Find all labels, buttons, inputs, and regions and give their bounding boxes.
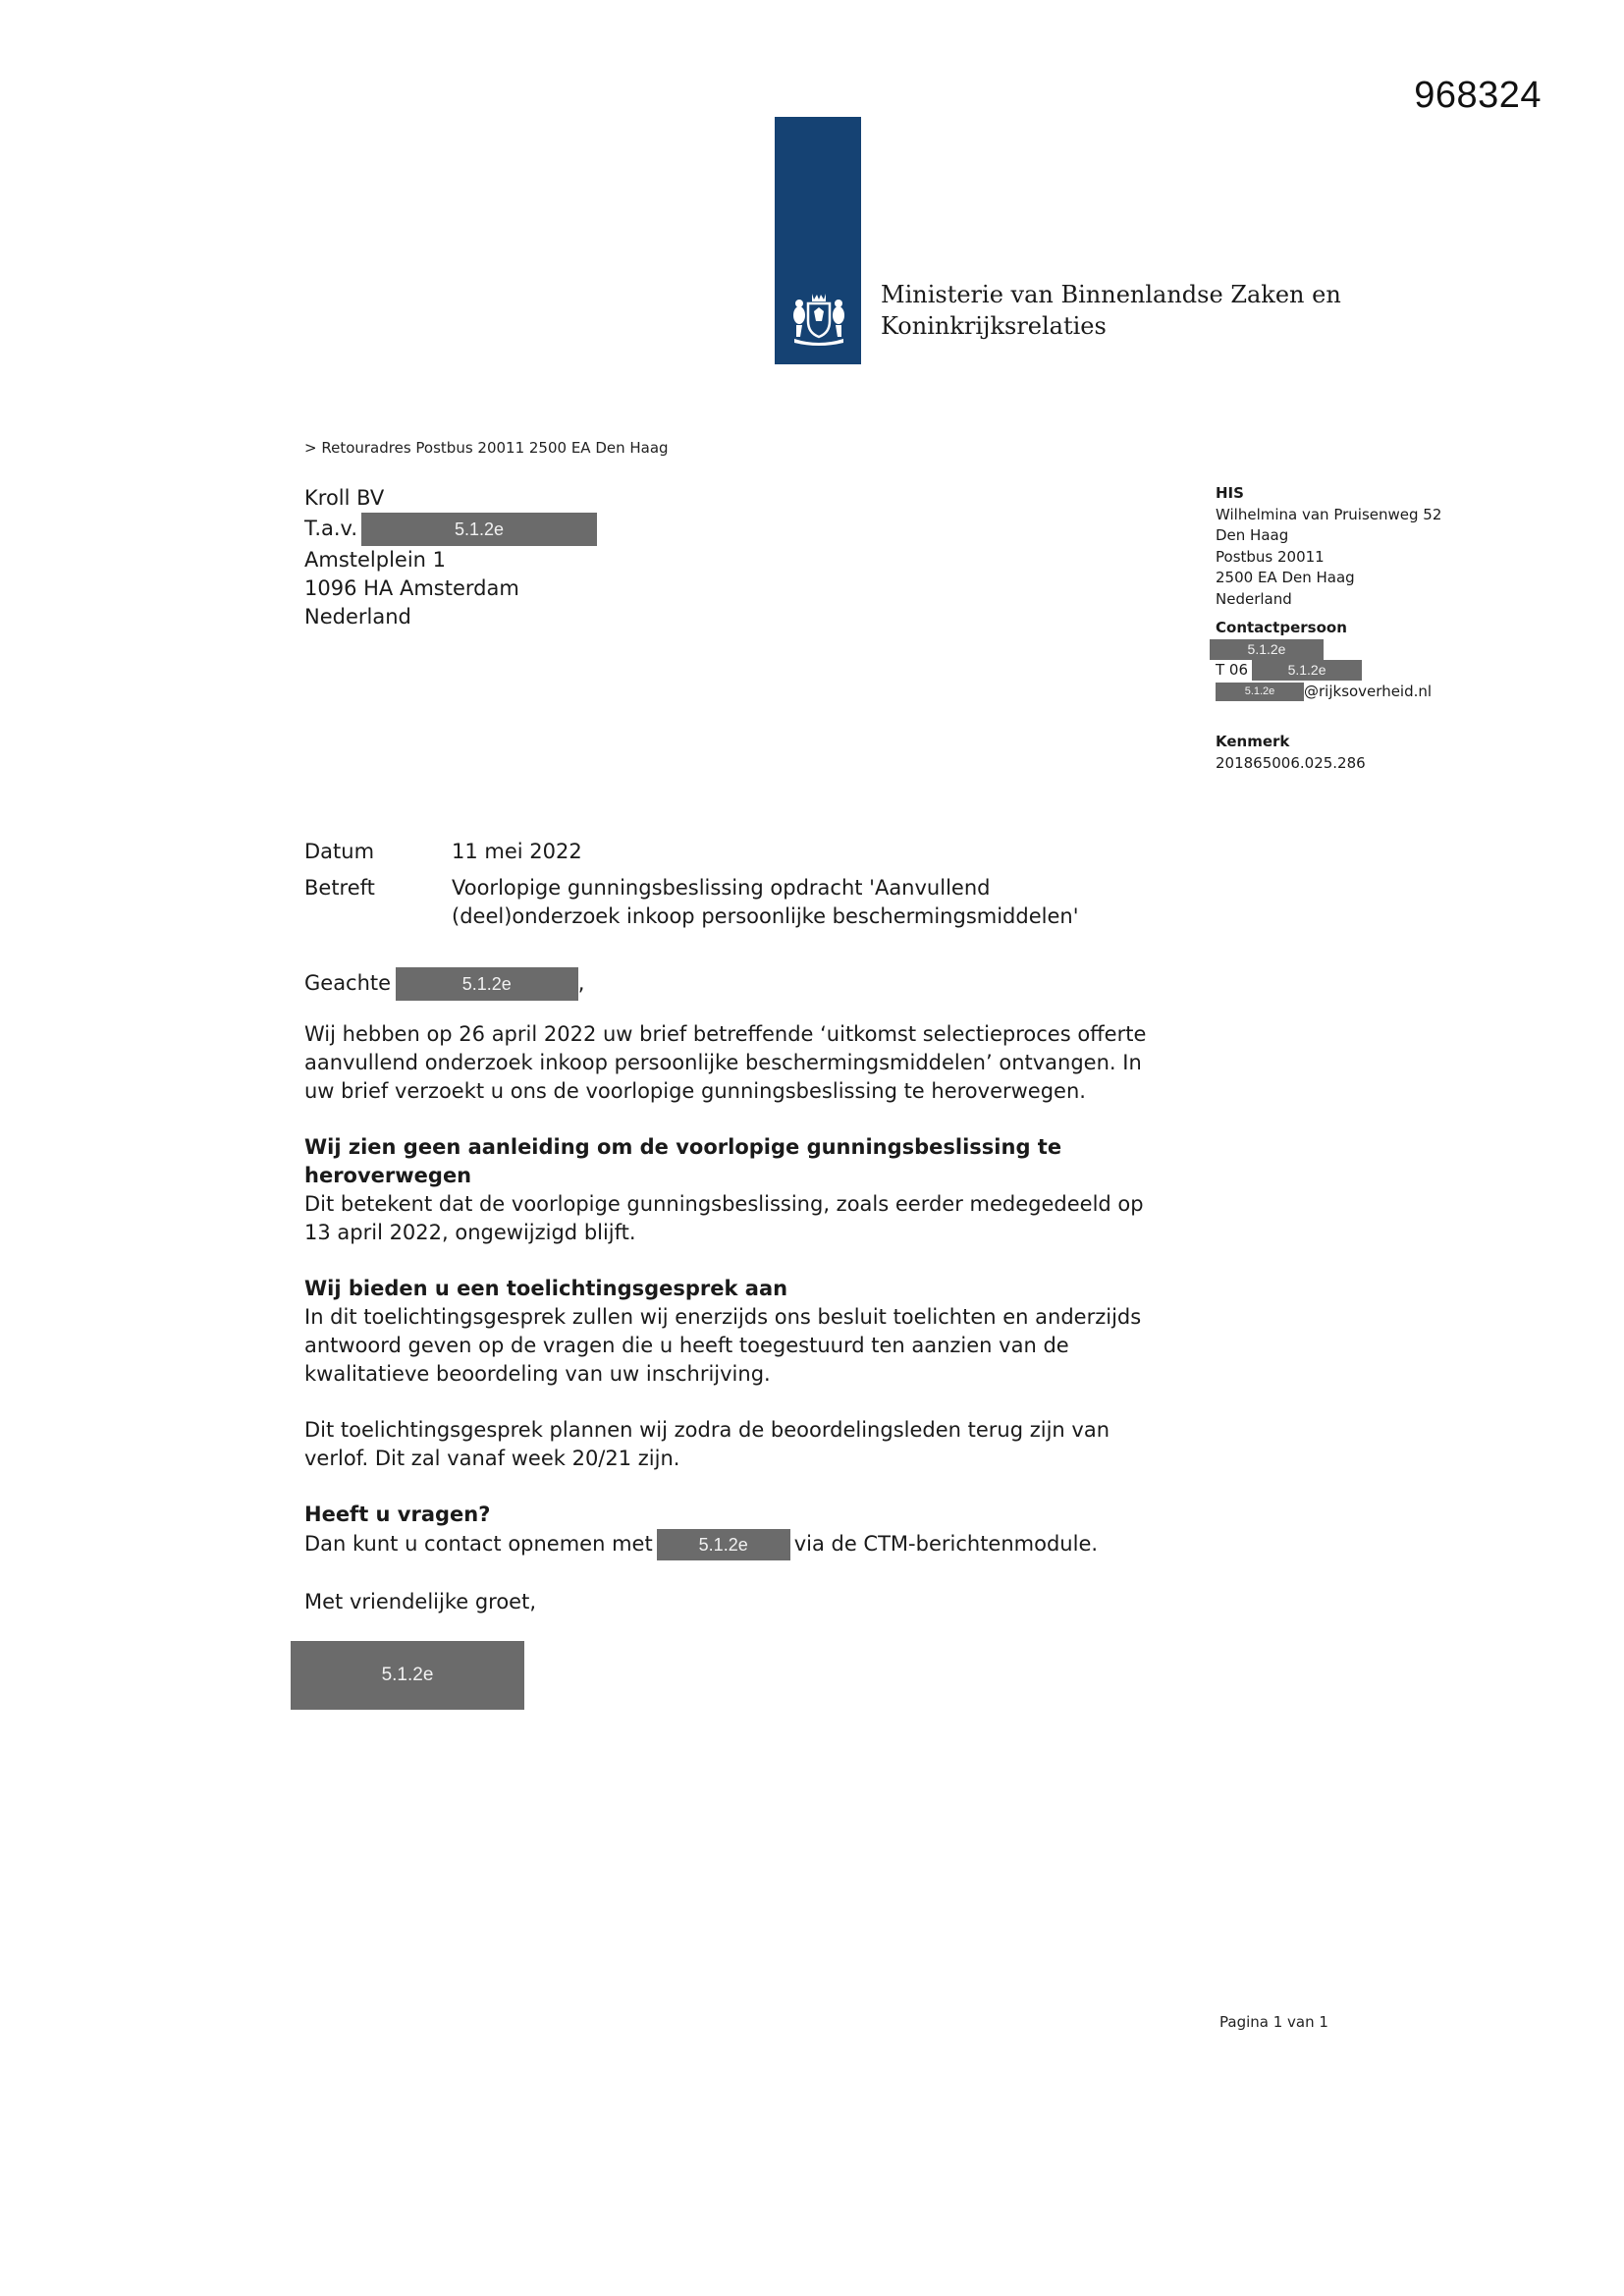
paragraph-5 bbox=[304, 1529, 1188, 1560]
recipient-attention bbox=[304, 513, 597, 546]
sender-org: HIS bbox=[1216, 484, 1244, 502]
redaction-box: 5.1.2e bbox=[1216, 683, 1304, 701]
page-number: Pagina 1 van 1 bbox=[1219, 2013, 1328, 2031]
contact-name bbox=[1216, 639, 1441, 661]
recipient-address bbox=[304, 484, 597, 631]
heading-1-line-2: heroverwegen bbox=[304, 1164, 472, 1187]
subject-label: Betreft bbox=[304, 876, 375, 900]
email-domain: @rijksoverheid.nl bbox=[1304, 682, 1433, 700]
redaction-box: 5.1.2e bbox=[1252, 660, 1362, 681]
government-logo-bar bbox=[775, 117, 861, 364]
letter-meta bbox=[304, 838, 1159, 939]
closing: Met vriendelijke groet, bbox=[304, 1590, 537, 1613]
redaction-box: 5.1.2e bbox=[657, 1529, 790, 1560]
phone-prefix: T 06 bbox=[1216, 661, 1249, 679]
redaction-box: 5.1.2e bbox=[396, 967, 578, 1001]
paragraph-2-line-1: Dit betekent dat de voorlopige gunningsbeslissing, zoals eerder medegedeeld op bbox=[304, 1192, 1144, 1216]
contact-email bbox=[1216, 682, 1441, 703]
paragraph-1-line-3: uw brief verzoekt u ons de voorlopige gunningsbeslissing te heroverwegen. bbox=[304, 1079, 1086, 1103]
sender-city: Den Haag bbox=[1216, 526, 1289, 544]
heading-1-line-1: Wij zien geen aanleiding om de voorlopige gunningsbeslissing te bbox=[304, 1135, 1062, 1159]
redaction-box: 5.1.2e bbox=[361, 513, 597, 546]
document-id: 968324 bbox=[1414, 75, 1542, 116]
return-address: > Retouradres Postbus 20011 2500 EA Den Haag bbox=[304, 439, 669, 457]
paragraph-3-line-1: In dit toelichtingsgesprek zullen wij enerzijds ons besluit toelichten en anderzijds bbox=[304, 1305, 1142, 1329]
ministry-name-line-1: Ministerie van Binnenlandse Zaken en bbox=[881, 281, 1341, 308]
recipient-country: Nederland bbox=[304, 605, 411, 629]
subject-line-1: Voorlopige gunningsbeslissing opdracht 'Aanvullend bbox=[452, 876, 991, 900]
sender-postbus: Postbus 20011 bbox=[1216, 547, 1325, 566]
contact-phone bbox=[1216, 660, 1441, 682]
paragraph-1-line-1: Wij hebben op 26 april 2022 uw brief betreffende ‘uitkomst selectieproces offerte bbox=[304, 1022, 1147, 1046]
attention-label: T.a.v. bbox=[304, 517, 358, 540]
ministry-name bbox=[881, 279, 1341, 342]
salutation-comma: , bbox=[577, 971, 585, 995]
paragraph-3-line-2: antwoord geven op de vragen die u heeft toegestuurd ten aanzien van de bbox=[304, 1334, 1069, 1357]
paragraph-2-line-2: 13 april 2022, ongewijzigd blijft. bbox=[304, 1221, 636, 1244]
paragraph-3-line-3: kwalitatieve beoordeling van uw inschrijving. bbox=[304, 1362, 771, 1386]
paragraph-5-after: via de CTM-berichtenmodule. bbox=[793, 1532, 1099, 1556]
sender-country: Nederland bbox=[1216, 589, 1292, 608]
coat-of-arms-icon bbox=[790, 290, 847, 347]
heading-2: Wij bieden u een toelichtingsgesprek aan bbox=[304, 1277, 788, 1300]
reference-number: 201865006.025.286 bbox=[1216, 753, 1366, 772]
subject-value bbox=[452, 874, 1159, 931]
paragraph-5-before: Dan kunt u contact opnemen met bbox=[304, 1532, 653, 1556]
paragraph-1-line-2: aanvullend onderzoek inkoop persoonlijke beschermingsmiddelen’ ontvangen. In bbox=[304, 1051, 1142, 1074]
subject-line-2: (deel)onderzoek inkoop persoonlijke beschermingsmiddelen' bbox=[452, 904, 1079, 928]
recipient-street: Amstelplein 1 bbox=[304, 548, 447, 572]
date-value: 11 mei 2022 bbox=[452, 840, 582, 863]
signature-redaction: 5.1.2e bbox=[291, 1641, 524, 1710]
ministry-name-line-2: Koninkrijksrelaties bbox=[881, 312, 1107, 340]
salutation-text: Geachte bbox=[304, 971, 392, 995]
sender-postal: 2500 EA Den Haag bbox=[1216, 569, 1355, 586]
recipient-postal-city: 1096 HA Amsterdam bbox=[304, 576, 519, 600]
recipient-company: Kroll BV bbox=[304, 486, 385, 510]
date-label: Datum bbox=[304, 840, 375, 863]
subject-row bbox=[304, 874, 1159, 931]
letter-body bbox=[304, 967, 1188, 1616]
contact-heading: Contactpersoon bbox=[1216, 619, 1347, 636]
redaction-box: 5.1.2e bbox=[1210, 639, 1324, 660]
date-row bbox=[304, 838, 1159, 866]
sender-street: Wilhelmina van Pruisenweg 52 bbox=[1216, 505, 1442, 523]
paragraph-4-line-1: Dit toelichtingsgesprek plannen wij zodra de beoordelingsleden terug zijn van bbox=[304, 1418, 1110, 1442]
paragraph-4-line-2: verlof. Dit zal vanaf week 20/21 zijn. bbox=[304, 1447, 680, 1470]
salutation bbox=[304, 967, 1188, 1001]
reference-heading: Kenmerk bbox=[1216, 733, 1290, 750]
heading-3: Heeft u vragen? bbox=[304, 1503, 491, 1526]
sender-sidebar bbox=[1216, 483, 1441, 774]
